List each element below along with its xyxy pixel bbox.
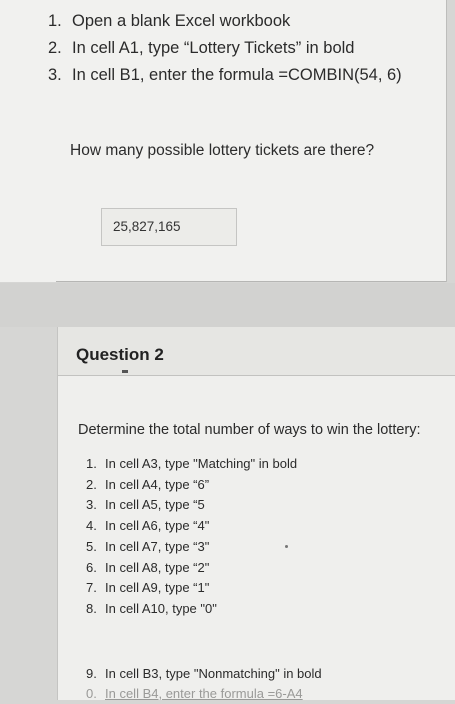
question-2-title: Question 2: [76, 345, 164, 364]
question-2-header: [58, 327, 455, 376]
list-item: 1. In cell A3, type "Matching" in bold: [86, 456, 298, 471]
list-item: 2. In cell A1, type “Lottery Tickets” in bold: [48, 39, 355, 57]
list-item: 2. In cell A4, type “6”: [86, 476, 210, 492]
instructions-panel: [0, 0, 447, 282]
list-item: 3. In cell A5, type “5: [86, 497, 205, 513]
cursor-dot: [285, 545, 288, 548]
list-item: 8. In cell A10, type "0": [86, 600, 217, 616]
list-item: 5. In cell A7, type “3": [86, 538, 210, 554]
setup-steps-list: [48, 8, 402, 89]
list-item: 4. In cell A6, type “4": [86, 518, 210, 534]
list-item: 6. In cell A8, type “2": [86, 559, 210, 575]
list-item: 7. In cell A9, type “1": [86, 580, 210, 596]
question-1-text: How many possible lottery tickets are there?: [70, 142, 375, 159]
question-2-panel: [57, 327, 455, 700]
section-gap: [0, 283, 455, 327]
caret-icon: [122, 370, 128, 373]
lottery-steps-list-continued: [86, 664, 322, 704]
answer-value: 25,827,165: [113, 219, 181, 234]
question-2-prompt: Determine the total number of ways to win the lottery:: [78, 422, 421, 438]
list-item: 0. In cell B4, enter the formula =6-A4: [86, 686, 303, 701]
list-item: 9. In cell B3, type "Nonmatching" in bold: [86, 666, 322, 681]
list-item: 3. In cell B1, enter the formula =COMBIN(54, 6): [48, 66, 402, 84]
lottery-steps-list: [86, 454, 297, 620]
answer-field[interactable]: [101, 208, 237, 246]
list-item: 1. Open a blank Excel workbook: [48, 12, 291, 30]
divider: [56, 281, 446, 282]
